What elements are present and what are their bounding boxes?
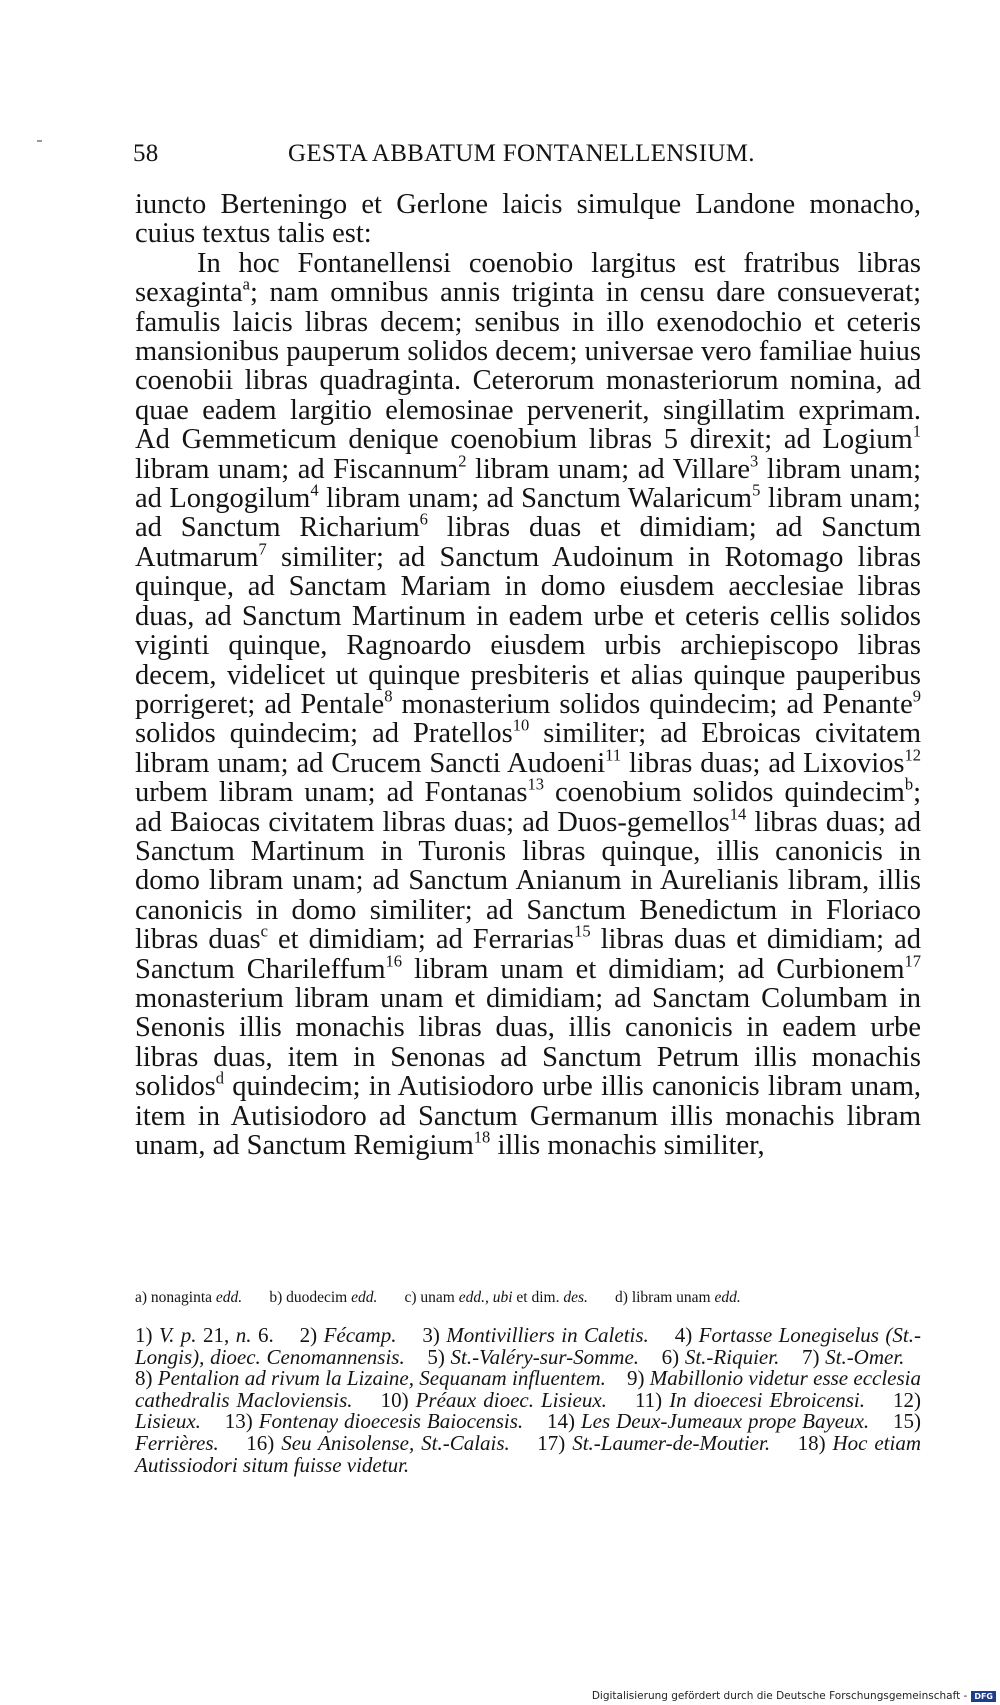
- scan-speck: [37, 140, 42, 142]
- digitization-credit: [592, 1690, 996, 1702]
- critical-apparatus: a) nonaginta edd. b) duodecim edd. c) unam edd., ubi et dim. des. d) libram unam edd.: [135, 1289, 741, 1306]
- dfg-logo: DFG: [971, 1691, 996, 1702]
- text-paragraph-2: In hoc Fontanellensi coenobio largitus est fratribus libras sexaginta$^a$; nam omnibus annis triginta in censu dare consueverat; famulis laicis libras decem; senibus in illo exenodochio et ceteris mansionibus pauperum solidos decem; universae vero familiae huius coenobii libras quadraginta. Ceterorum monasteriorum nomina, ad quae eadem largitio elemosinae pervenerit, singillatim exprimam. Ad Gemmeticum denique coenobium libras 5 direxit; ad Logium$^1$ libram unam; ad Fiscannum$^2$ libram unam; ad Villare$^3$ libram unam; ad Longogilum$^4$ libram unam; ad Sanctum Walaricum$^5$ libram unam; ad Sanctum Richarium$^6$ libras duas et dimidiam; ad Sanctum Autmarum$^7$ similiter; ad Sanctum Audoinum in Rotomago libras quinque, ad Sanctam Mariam in domo eiusdem aecclesiae libras duas, ad Sanctum Martinum in eadem urbe et ceteris cellis solidos viginti quinque, Ragnoardo eiusdem urbis archiepiscopo libras decem, videlicet ut quinque presbiteris et alias quinque pauperibus porrigeret; ad Pentale$^8$ monasterium solidos quindecim; ad Penante$^9$ solidos quindecim; ad Pratellos$^{10}$ similiter; ad Ebroicas civitatem libram unam; ad Crucem Sancti Audoeni$^{11}$ libras duas; ad Lixovios$^{12}$ urbem libram unam; ad Fontanas$^{13}$ coenobium solidos quindecim$^b$; ad Baiocas civitatem libras duas; ad Duos-gemellos$^{14}$ libras duas; ad Sanctum Martinum in Turonis libras quinque, illis canonicis in domo libram unam; ad Sanctum Anianum in Aurelianis libram, illis canonicis in domo similiter; ad Sanctum Benedictum in Floriaco libras duas$^c$ et dimidiam; ad Ferrarias$^{15}$ libras duas et dimidiam; ad Sanctum Charileffum$^{16}$ libram unam et dimidiam; ad Curbionem$^{17}$ monasterium libram unam et dimidiam; ad Sanctam Columbam in Senonis illis monachis libras duas, illis canonicis in eadem urbe libras duas, item in Senonas ad Sanctum Petrum illis monachis solidos$^d$ quindecim; in Autisiodoro urbe illis canonicis libram unam, item in Autisiodoro ad Sanctum Germanum illis monachis libram unam, ad Sanctum Remigium$^{18}$ illis monachis similiter,: [135, 247, 921, 1161]
- page-header: [133, 140, 923, 180]
- text-paragraph-1: iuncto Berteningo et Gerlone laicis simulque Landone monacho, cuius textus talis est:: [135, 189, 921, 250]
- main-text: [135, 190, 921, 1160]
- credit-text: Digitalisierung gefördert durch die Deutsche Forschungsgemeinschaft -: [591, 1690, 968, 1702]
- footnotes: 1) V. p. 21, n. 6. 2) Fécamp. 3) Montivilliers in Caletis. 4) Fortasse Lonegiselus (St.-Longis), dioec. Cenomannensis. 5) St.-Valéry-sur-Somme. 6) St.-Riquier. 7) St.-Omer. 8) Pentalion ad rivum la Lizaine, Sequanam influentem. 9) Mabillonio videtur esse ecclesia cathedralis Macloviensis. 10) Préaux dioec. Lisieux. 11) In dioecesi Ebroicensi. 12) Lisieux. 13) Fontenay dioecesis Baiocensis. 14) Les Deux-Jumeaux prope Bayeux. 15) Ferrières. 16) Seu Anisolense, St.-Calais. 17) St.-Laumer-de-Moutier. 18) Hoc etiam Autissiodori situm fuisse videtur.: [135, 1323, 922, 1477]
- page-number: 58: [133, 140, 159, 167]
- running-title: GESTA ABBATUM FONTANELLENSIUM.: [288, 140, 755, 167]
